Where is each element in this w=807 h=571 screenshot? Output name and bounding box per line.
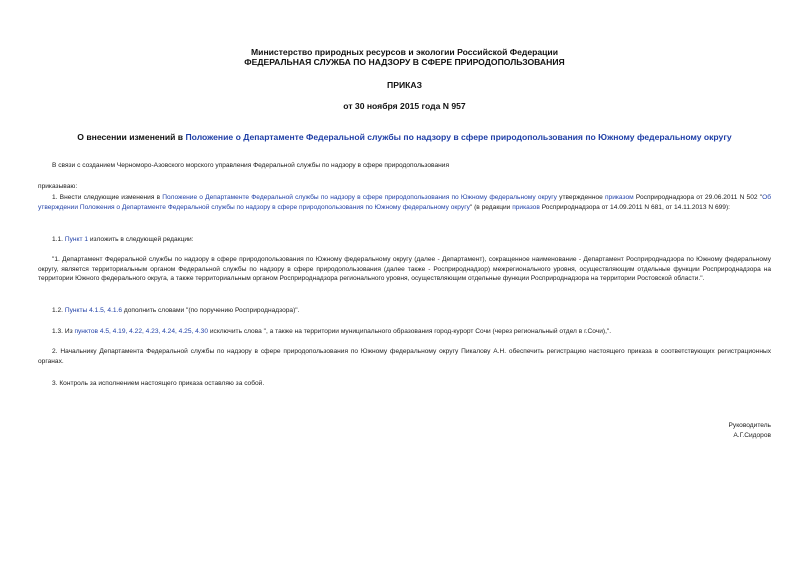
item-1-2 (38, 306, 771, 316)
item-1-text-4: " (в редакции (469, 203, 513, 211)
subject-prefix: О внесении изменений в (77, 132, 186, 142)
item-2: 2. Начальнику Департамента Федеральной службы по надзору в сфере природопользования по Южному федеральному округу Пикалову А.Н. обеспечить регистрацию настоящего приказа в соответствующих регистрационных органах. (38, 348, 771, 365)
item-1 (38, 193, 771, 212)
item-1-1-text-1: 1.1. (52, 236, 65, 243)
order-word: приказываю: (38, 183, 78, 190)
agency-name: ФЕДЕРАЛЬНАЯ СЛУЖБА ПО НАДЗОРУ В СФЕРЕ ПРИРОДОПОЛЬЗОВАНИЯ (244, 57, 565, 67)
item-1-text-1: 1. Внести следующие изменения в (52, 194, 163, 201)
item-1-3 (38, 327, 771, 337)
header-block (38, 47, 771, 58)
agency-block (38, 57, 771, 68)
item-1-3-link[interactable]: пунктов 4.5, 4.19, 4.22, 4.23, 4.24, 4.25, 4.30 (74, 328, 209, 335)
item-1-text-2: утвержденное (556, 194, 605, 201)
item-1-link-orders[interactable]: приказов (512, 203, 540, 211)
item-1-link-order[interactable]: приказом (604, 194, 634, 201)
item-1-link-regulation[interactable]: Положение о Департаменте Федеральной службы по надзору в сфере природопользования по Южному федеральному округу (162, 194, 557, 201)
item-1-text-5: Росприроднадзора от 14.09.2011 N 681, от 14.11.2013 N 699): (539, 203, 730, 211)
item-1-2-text-1: 1.2. (52, 307, 65, 314)
item-1-1-link[interactable]: Пункт 1 (64, 236, 88, 243)
item-1-1-text-2: изложить в следующей редакции: (88, 236, 194, 243)
item-3: 3. Контроль за исполнением настоящего приказа оставляю за собой. (52, 380, 265, 387)
subject-link[interactable]: Положение о Департаменте Федеральной службы по надзору в сфере природопользования по Южному федеральному округу (185, 132, 732, 142)
item-1-3-text-1: 1.3. Из (52, 328, 75, 335)
doc-type: ПРИКАЗ (387, 80, 422, 90)
quote-paragraph: "1. Департамент Федеральной службы по надзору в сфере природопользования по Южному федеральному округу (далее - Департамент), сокращенное наименование - Департамент Росприроднадзора по Южному федеральному округу, является территориальным органом Федеральной службы по надзору в сфере природопользования (далее также - Росприроднадзор) межрегионального уровня, осуществляющим отдельные функции Росприроднадзора на территории Южного федерального округа, а также территориальным органом Росприроднадзора регионального уровня, осуществляющим отдельные функции Росприроднадзора на территории Ростовской области.". (38, 256, 771, 283)
item-1-2-text-2: дополнить словами "(по поручению Росприроднадзора)". (122, 307, 300, 314)
ministry-name: Министерство природных ресурсов и экологии Российской Федерации (251, 47, 558, 57)
item-1-1 (38, 235, 771, 245)
item-1-2-link[interactable]: Пункты 4.1.5, 4.1.6 (64, 307, 123, 314)
doc-subject (38, 132, 771, 143)
item-1-3-text-2: исключить слова ", а также на территории муниципального образования город-курорт Сочи (через региональный отдел в г.Сочи),". (208, 328, 612, 335)
doc-date-number: от 30 ноября 2015 года N 957 (343, 101, 466, 111)
signature-title: Руководитель (728, 422, 771, 429)
intro-paragraph: В связи с созданием Черноморо-Азовского морского управления Федеральной службы по надзору в сфере природопользования (52, 162, 450, 169)
item-1-link-approval[interactable]: Об утверждении Положения о Департаменте Федеральной службы по надзору в сфере природопользования по Южному федеральному округу (38, 194, 771, 211)
signature-name: А.Г.Сидоров (733, 432, 771, 439)
item-1-text-3: Росприроднадзора от 29.06.2011 N 502 " (633, 194, 763, 201)
